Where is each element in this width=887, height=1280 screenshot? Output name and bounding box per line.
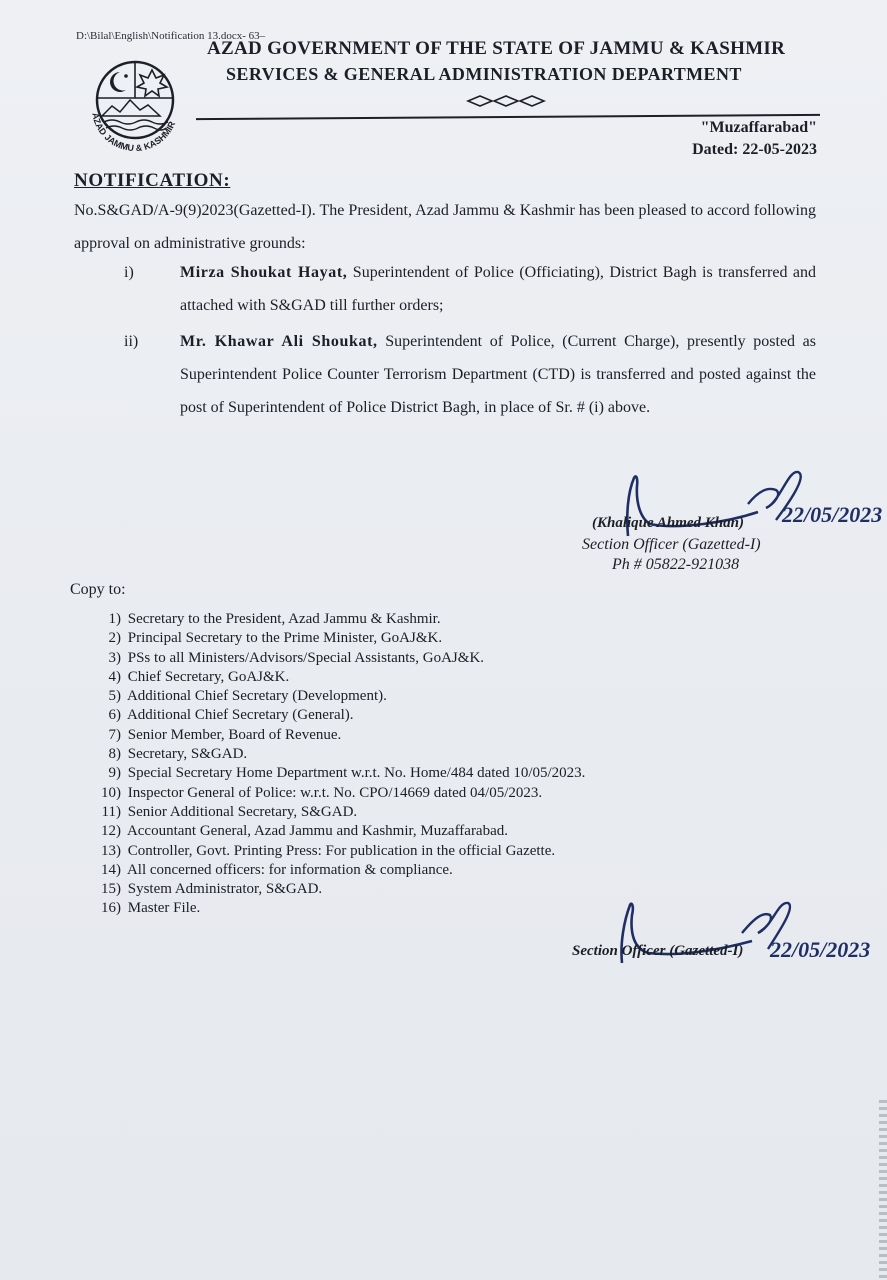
- file-path: D:\Bilal\English\Notification 13.docx- 63–: [76, 30, 266, 42]
- issue-date: Dated: 22-05-2023: [692, 141, 817, 158]
- officer-name: Mr. Khawar Ali Shoukat,: [180, 333, 378, 350]
- place-of-issue: "Muzaffarabad": [700, 119, 817, 136]
- signatory-phone: Ph # 05822-921038: [612, 556, 740, 573]
- notification-heading: NOTIFICATION:: [74, 170, 231, 191]
- item-body: [180, 256, 816, 322]
- list-item: 4) Chief Secretary, GoAJ&K.: [108, 668, 290, 685]
- list-item: 5) Additional Chief Secretary (Development).: [108, 688, 387, 705]
- header-title-line2: SERVICES & GENERAL ADMINISTRATION DEPARTMENT: [226, 64, 742, 84]
- page-edge-shadow: [879, 1100, 887, 1280]
- copy-to-list: [92, 610, 585, 919]
- list-item: 10) Inspector General of Police: w.r.t. No. CPO/14669 dated 04/05/2023.: [101, 784, 543, 801]
- notification-item: [124, 325, 824, 457]
- signatory-name: (Khalique Ahmed Khan): [592, 515, 744, 531]
- svg-text:22/05/2023: 22/05/2023: [770, 937, 871, 962]
- item-number: i): [124, 264, 134, 281]
- list-item: 9) Special Secretary Home Department w.r.t. No. Home/484 dated 10/05/2023.: [108, 765, 586, 782]
- notification-intro: No.S&GAD/A-9(9)2023(Gazetted-I). The President, Azad Jammu & Kashmir has been pleased to accord following approval on administrative grounds:: [74, 202, 816, 252]
- list-item: 7) Senior Member, Board of Revenue.: [108, 726, 342, 743]
- signatory-title: Section Officer (Gazetted-I): [582, 536, 761, 553]
- item-text: Superintendent of Police (Officiating), District Bagh is transferred and attached with S&GAD till further orders;: [180, 264, 817, 314]
- list-item: 14) All concerned officers: for information & compliance.: [101, 861, 453, 878]
- list-item: 15) System Administrator, S&GAD.: [101, 881, 323, 898]
- list-item: 2) Principal Secretary to the Prime Minister, GoAJ&K.: [108, 630, 443, 647]
- list-item: 13) Controller, Govt. Printing Press: For publication in the official Gazette.: [101, 842, 556, 859]
- item-number: ii): [124, 333, 139, 350]
- list-item: 11) Senior Additional Secretary, S&GAD.: [101, 803, 358, 820]
- list-item: 6) Additional Chief Secretary (General).: [108, 707, 354, 724]
- handwritten-signature-2: [602, 893, 882, 973]
- signatory-title-2: Section Officer (Gazetted-I): [572, 943, 744, 959]
- government-seal-logo: [80, 50, 190, 160]
- header-title-line1: AZAD GOVERNMENT OF THE STATE OF JAMMU & KASHMIR: [207, 38, 786, 59]
- item-body: [180, 325, 816, 424]
- copy-to-heading: Copy to:: [70, 581, 126, 598]
- officer-name: Mirza Shoukat Hayat,: [180, 264, 348, 281]
- ornament-divider: [466, 94, 546, 108]
- list-item: 1) Secretary to the President, Azad Jammu & Kashmir.: [108, 611, 441, 627]
- item-text: Superintendent of Police, (Current Charge), presently posted as Superintendent Police Counter Terrorism Department (CTD) is transferred and posted against the post of Superintendent of Police District Bagh, in place of Sr. # (i) above.: [180, 333, 816, 416]
- list-item: 3) PSs to all Ministers/Advisors/Special Assistants, GoAJ&K.: [108, 649, 485, 666]
- list-item: 12) Accountant General, Azad Jammu and Kashmir, Muzaffarabad.: [101, 823, 509, 840]
- list-item: 8) Secretary, S&GAD.: [108, 746, 248, 763]
- svg-text:AZAD JAMMU & KASHMIR: AZAD JAMMU & KASHMIR: [90, 111, 178, 154]
- notification-item: [124, 256, 824, 326]
- list-item: 16) Master File.: [101, 900, 201, 917]
- svg-text:22/05/2023: 22/05/2023: [782, 502, 883, 527]
